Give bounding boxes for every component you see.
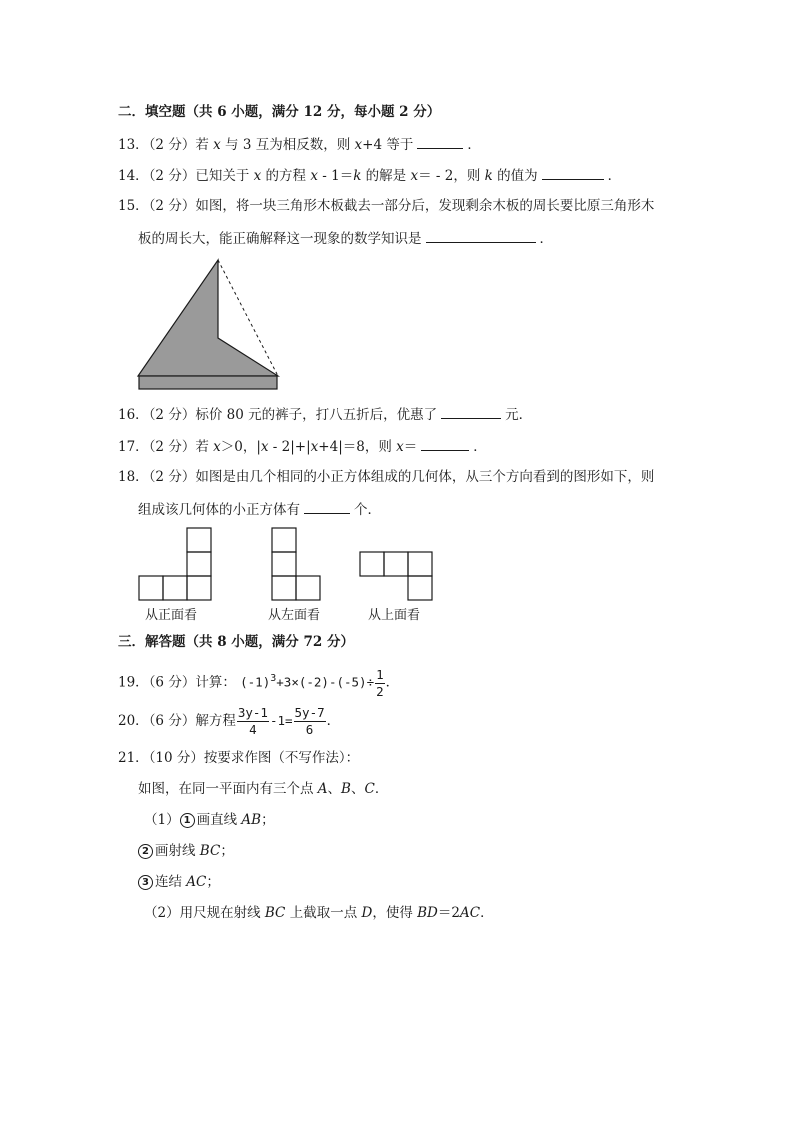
part-label: （2） <box>144 905 180 921</box>
question-15-cont <box>138 228 553 249</box>
point-label: B <box>341 781 351 797</box>
question-end: ； <box>261 812 275 828</box>
math-expression: -1= <box>269 713 293 728</box>
top-view-figure <box>359 551 433 601</box>
question-21-part-1-2 <box>138 841 234 861</box>
question-text: 与 3 互为相反数，则 <box>220 137 355 153</box>
question-score: （2 分） <box>148 198 196 214</box>
cube-face <box>408 552 432 576</box>
question-end: ． <box>326 713 341 729</box>
board-thickness <box>139 376 277 389</box>
question-17 <box>118 436 487 457</box>
front-view-caption: 从正面看 <box>145 608 198 623</box>
variable: AC <box>186 874 207 890</box>
answer-blank <box>426 228 536 243</box>
question-text: ＝ <box>403 439 418 455</box>
fraction-denominator: 2 <box>376 683 384 699</box>
question-end: ； <box>220 843 234 859</box>
point-label: A <box>317 781 328 797</box>
question-score: （6 分） <box>148 674 196 691</box>
question-end: ． <box>473 439 487 455</box>
variable: x <box>310 439 319 455</box>
question-score: （2 分） <box>148 407 196 423</box>
variable: x <box>260 439 269 455</box>
question-text: 解方程 <box>195 713 236 729</box>
cube-face <box>272 576 296 600</box>
question-text: ＞0，| <box>220 439 261 455</box>
circled-number: 1 <box>180 813 195 828</box>
front-view-figure <box>138 527 212 601</box>
question-text: +4 等于 <box>362 137 414 153</box>
variable: AB <box>241 812 262 828</box>
question-text: 组成该几何体的小正方体有 <box>138 502 300 518</box>
question-number: 18． <box>118 469 149 485</box>
math-expression: +3×(-2)-(-5)÷ <box>276 674 375 690</box>
cut-triangle-figure <box>138 258 278 390</box>
cube-face <box>139 576 163 600</box>
question-text: 按要求作图（不写作法）： <box>203 750 360 766</box>
question-end: ． <box>607 168 622 184</box>
question-number: 17． <box>118 439 149 455</box>
left-view-figure <box>271 527 321 601</box>
cube-face <box>272 552 296 576</box>
question-end: ． <box>480 905 494 921</box>
cube-face <box>384 552 408 576</box>
question-number: 14． <box>118 168 149 184</box>
question-18-cont <box>138 499 381 520</box>
question-number: 15． <box>118 198 149 214</box>
question-score: （2 分） <box>148 469 196 485</box>
variable: x <box>213 439 221 455</box>
question-text: 已知关于 <box>195 168 254 184</box>
question-number: 20． <box>118 713 149 729</box>
answer-blank <box>421 436 469 451</box>
fraction-numerator: 5y-7 <box>294 705 325 720</box>
cube-face <box>187 528 211 552</box>
question-text: 板的周长大，能正确解释这一现象的数学知识是 <box>138 231 422 247</box>
question-number: 13． <box>118 137 149 153</box>
section-2-title: 二．填空题（共 6 小题，满分 12 分，每小题 2 分） <box>118 104 441 120</box>
question-text: - 1＝ <box>317 168 354 184</box>
question-text: 的方程 <box>261 168 311 184</box>
question-end: ． <box>385 674 400 691</box>
top-view-caption: 从上面看 <box>368 608 421 623</box>
left-view-caption: 从左面看 <box>268 608 321 623</box>
variable: x <box>396 439 404 455</box>
question-score: （2 分） <box>148 137 196 153</box>
variable: k <box>484 168 493 184</box>
fraction <box>375 667 385 700</box>
variable: BC <box>264 905 286 921</box>
cube-face <box>187 552 211 576</box>
question-score: （2 分） <box>148 168 196 184</box>
question-end: ． <box>539 231 553 247</box>
variable: BD <box>417 905 438 921</box>
question-text: - 2|+| <box>268 439 311 455</box>
question-text: 如图，将一块三角形木板截去一部分后，发现剩余木板的周长要比原三角形木 <box>195 198 655 214</box>
question-score: （10 分） <box>148 750 204 766</box>
question-text: 上截取一点 <box>285 905 362 921</box>
remaining-board <box>138 260 278 376</box>
cube-face <box>296 576 320 600</box>
separator: 、 <box>327 781 342 797</box>
question-16 <box>118 404 532 425</box>
cube-face <box>187 576 211 600</box>
question-text: 若 <box>195 439 214 455</box>
question-text: 如图是由几个相同的小正方体组成的几何体，从三个方向看到的图形如下，则 <box>195 469 655 485</box>
variable: x <box>213 137 221 153</box>
question-13 <box>118 134 481 155</box>
cube-face <box>272 528 296 552</box>
circled-number: 2 <box>138 844 153 859</box>
question-18 <box>118 467 654 487</box>
variable: D <box>361 905 373 921</box>
question-text: 用尺规在射线 <box>179 905 265 921</box>
part-label: （1） <box>144 812 180 828</box>
variable: x <box>410 168 419 184</box>
question-21-intro <box>138 779 388 799</box>
question-number: 21． <box>118 750 149 766</box>
question-21-part-1-3 <box>138 872 220 892</box>
fraction-denominator: 6 <box>305 722 314 737</box>
question-text: 画射线 <box>155 843 200 859</box>
variable: x <box>354 137 363 153</box>
fraction <box>294 705 326 738</box>
question-21-part-1-1 <box>144 810 275 830</box>
question-14 <box>118 165 621 186</box>
question-score: （6 分） <box>148 713 196 729</box>
question-end: 个． <box>354 502 381 518</box>
question-21 <box>118 748 359 768</box>
variable: k <box>353 168 362 184</box>
question-number: 19． <box>118 674 149 691</box>
question-number: 16． <box>118 407 149 423</box>
question-score: （2 分） <box>148 439 196 455</box>
question-20 <box>118 704 340 738</box>
question-text: 计算： <box>195 674 236 691</box>
point-label: C <box>364 781 375 797</box>
question-end: ； <box>206 874 220 890</box>
fraction-denominator: 4 <box>249 722 257 737</box>
answer-blank <box>417 134 463 149</box>
question-text: 如图，在同一平面内有三个点 <box>138 781 318 797</box>
fraction <box>237 705 269 738</box>
question-text: 连结 <box>155 874 187 890</box>
cube-face <box>163 576 187 600</box>
question-text: 的值为 <box>492 168 538 184</box>
variable: AC <box>459 905 481 921</box>
exponent: 3 <box>270 673 277 684</box>
fraction-numerator: 1 <box>376 666 384 682</box>
question-text: 画直线 <box>196 812 242 828</box>
question-19 <box>118 664 400 699</box>
circled-number: 3 <box>138 875 153 890</box>
cube-face <box>360 552 384 576</box>
question-text: 的解是 <box>361 168 411 184</box>
variable: x <box>310 168 318 184</box>
question-end: 元． <box>505 407 533 423</box>
question-end: ． <box>374 781 389 797</box>
question-text: +4|＝8，则 <box>318 439 397 455</box>
question-end: ． <box>467 137 481 153</box>
separator: 、 <box>350 781 365 797</box>
question-21-part-2 <box>144 903 494 923</box>
cube-face <box>408 576 432 600</box>
question-text: ，使得 <box>372 905 418 921</box>
variable: x <box>253 168 262 184</box>
answer-blank <box>441 404 501 419</box>
variable: BC <box>199 843 221 859</box>
answer-blank <box>542 165 604 180</box>
math-expression: (-1) <box>240 674 271 690</box>
question-text: ＝2 <box>437 905 460 921</box>
fraction-numerator: 3y-1 <box>237 705 268 720</box>
section-3-title: 三．解答题（共 8 小题，满分 72 分） <box>118 634 354 650</box>
answer-blank <box>304 499 350 514</box>
question-15 <box>118 196 654 216</box>
question-text: 若 <box>195 137 214 153</box>
question-text: ＝ - 2，则 <box>418 168 485 184</box>
question-text: 标价 80 元的裤子，打八五折后，优惠了 <box>195 407 438 423</box>
